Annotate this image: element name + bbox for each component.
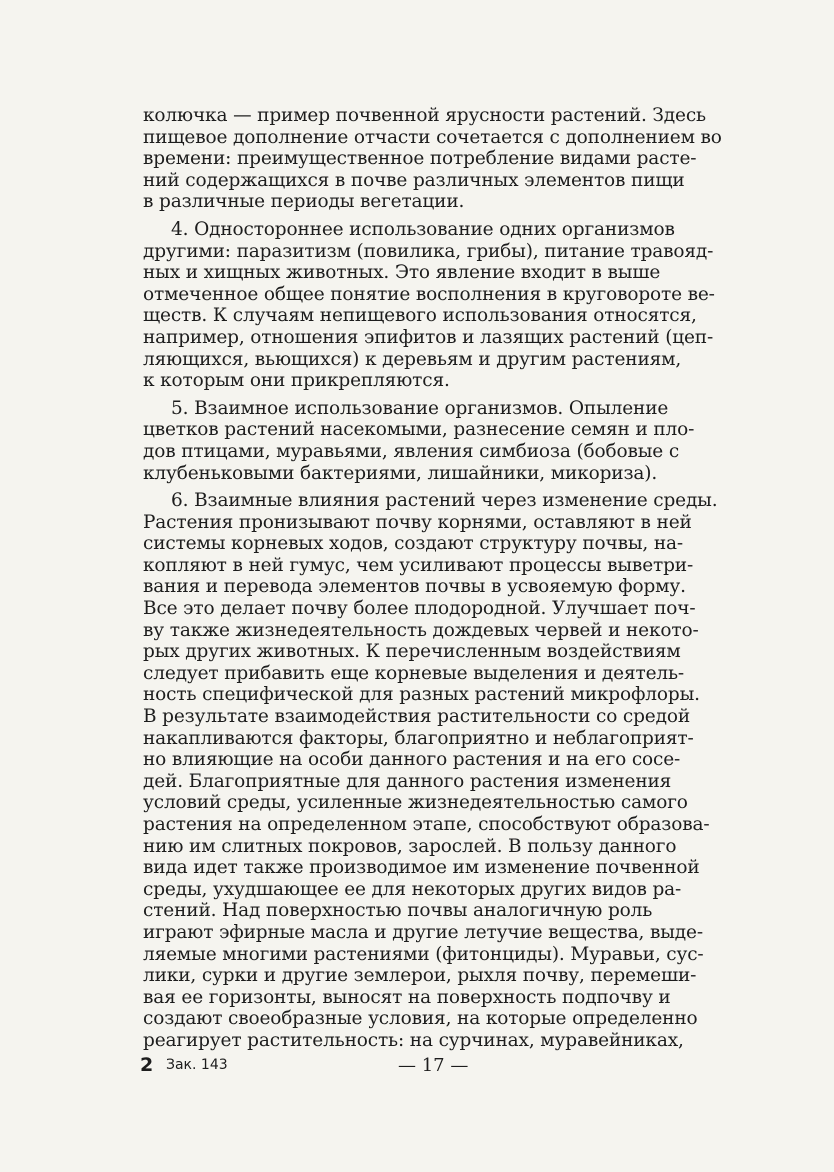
text-line: времени: преимущественное потребление видами расте- xyxy=(143,148,697,170)
text-line: лики, сурки и другие землерои, рыхля почву, перемеши- xyxy=(143,965,697,987)
text-line: ляющихся, вьющихся) к деревьям и другим растениям, xyxy=(143,348,682,370)
text-line: нию им слитных покровов, зарослей. В пользу данного xyxy=(143,835,677,857)
text-line: ляемые многими растениями (фитонциды). Муравьи, сус- xyxy=(143,943,704,965)
page-footer xyxy=(140,1054,725,1080)
text-line: ществ. К случаям непищевого использования относятся, xyxy=(143,305,697,327)
text-line: В результате взаимодействия растительности со средой xyxy=(143,706,691,728)
text-line: ных и хищных животных. Это явление входит в выше xyxy=(143,262,661,284)
text-line: дей. Благоприятные для данного растения изменения xyxy=(143,770,672,792)
text-line: Растения пронизывают почву корнями, оставляют в ней xyxy=(143,511,692,533)
text-line: например, отношения эпифитов и лазящих растений (цеп- xyxy=(143,326,714,348)
text-line: колючка — пример почвенной ярусности растений. Здесь xyxy=(143,105,706,126)
text-line: стений. Над поверхностью почвы аналогичную роль xyxy=(143,900,653,922)
text-line: к которым они прикрепляются. xyxy=(143,370,450,392)
text-line: ний содержащихся в почве различных элементов пищи xyxy=(143,169,685,191)
paragraph-5-start: 5. Взаимное использование организмов. Опыление xyxy=(171,397,669,419)
text-line: растения на определенном этапе, способствуют образова- xyxy=(143,814,710,835)
text-line: цветков растений насекомыми, разнесение семян и пло- xyxy=(143,419,695,441)
text-line: системы корневых ходов, создают структуру почвы, на- xyxy=(143,533,684,555)
page-body-text xyxy=(143,105,723,1052)
text-line: в различные периоды вегетации. xyxy=(143,191,465,213)
text-line: ву также жизнедеятельность дождевых червей и некото- xyxy=(143,619,699,641)
text-line: Все это делает почву более плодородной. Улучшает поч- xyxy=(143,598,696,620)
text-line: накапливаются факторы, благоприятно и неблагоприят- xyxy=(143,727,694,749)
text-line: следует прибавить еще корневые выделения и деятель- xyxy=(143,662,684,684)
signature-number: 2 xyxy=(140,1054,154,1076)
text-line: пищевое дополнение отчасти сочетается с дополнением во xyxy=(143,126,722,148)
text-line: среды, ухудшающее ее для некоторых других видов ра- xyxy=(143,878,682,900)
text-line: вая ее горизонты, выносят на поверхность подпочву и xyxy=(143,986,671,1008)
text-line: отмеченное общее понятие восполнения в круговороте ве- xyxy=(143,283,715,305)
text-line: рых других животных. К перечисленным воздействиям xyxy=(143,641,681,663)
text-line: но влияющие на особи данного растения и на его сосе- xyxy=(143,749,681,771)
printing-order-mark: Зак. 143 xyxy=(166,1057,228,1073)
paragraph-6-start: 6. Взаимные влияния растений через изменение среды. xyxy=(171,490,718,512)
page-number: — 17 — xyxy=(398,1055,469,1076)
paragraph-4-start: 4. Одностороннее использование одних организмов xyxy=(171,218,675,240)
text-line: другими: паразитизм (повилика, грибы), питание травояд- xyxy=(143,240,714,262)
text-line: копляют в ней гумус, чем усиливают процессы выветри- xyxy=(143,554,694,576)
text-line: ность специфической для разных растений микрофлоры. xyxy=(143,684,700,706)
text-line: клубеньковыми бактериями, лишайники, микориза). xyxy=(143,462,658,484)
text-line: играют эфирные масла и другие летучие вещества, выде- xyxy=(143,921,703,943)
text-line: вида идет также производимое им изменение почвенной xyxy=(143,857,700,879)
text-line: условий среды, усиленные жизнедеятельностью самого xyxy=(143,792,688,814)
text-line: дов птицами, муравьями, явления симбиоза (бобовые с xyxy=(143,440,680,462)
text-line: создают своеобразные условия, на которые определенно xyxy=(143,1008,698,1030)
text-line: реагирует растительность: на сурчинах, муравейниках, xyxy=(143,1029,684,1051)
text-line: вания и перевода элементов почвы в усвояемую форму. xyxy=(143,576,686,598)
